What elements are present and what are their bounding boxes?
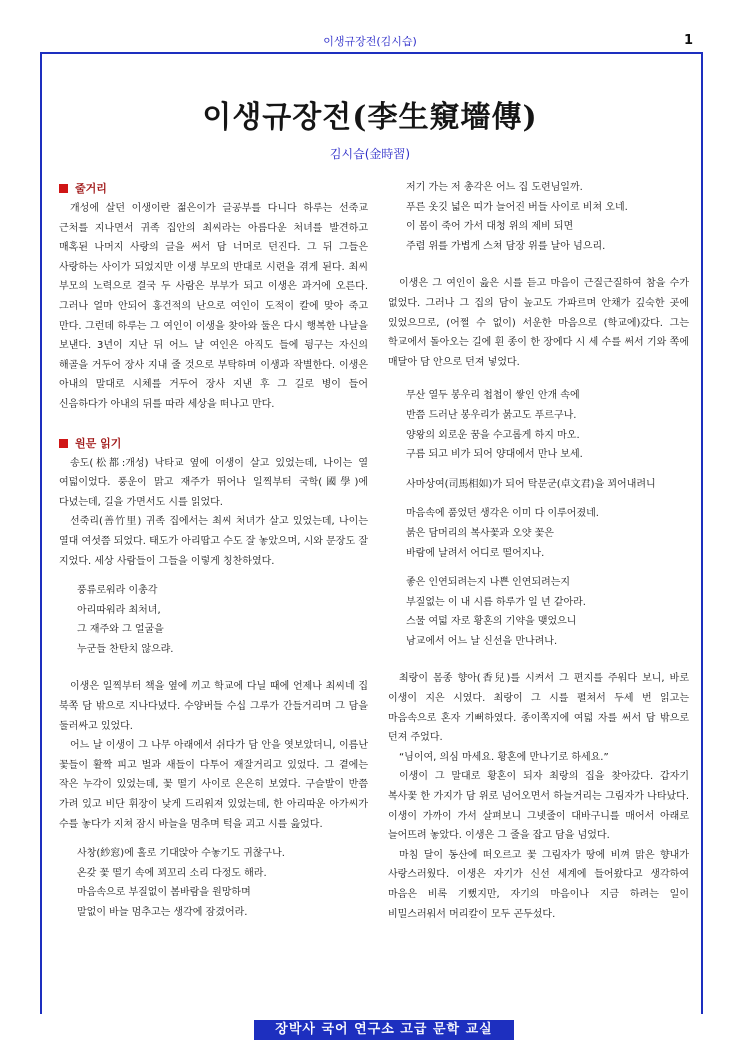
left-column	[59, 178, 368, 933]
poem-line: 사창(紗窓)에 홀로 기대앉아 수놓기도 귀찮구나.	[77, 848, 285, 860]
paragraph: 이생이 그 말대로 황혼이 되자 최랑의 집을 찾아갔다. 갑자기 복사꽃 한 가지가 담 위로 넘어오면서 하늘거리는 그림자가 나타났다. 이생이 가까이 가서 살펴보니 그넷줄이 대바구니를 매어서 아래로 늘어뜨려 놓았다. 이생은 그 줄을 잡고 담을 넘었다.	[388, 771, 689, 842]
poem-block	[388, 386, 689, 464]
paragraph: 마침 달이 동산에 떠오르고 꽃 그림자가 땅에 비껴 맑은 향내가 사랑스러웠다. 이생은 자기가 신선 세계에 들어왔다고 생각하여 마음은 비록 기뻤지만, 자기의 마음이나 지금 하려는 일이 비밀스러워서 머리칼이 모두 곤두섰다.	[388, 849, 689, 920]
poem-block	[59, 581, 368, 659]
poem-line: 양왕의 외로운 꿈을 수고롭게 하지 마오.	[406, 429, 580, 441]
summary-heading	[59, 178, 368, 199]
paragraph: 최랑이 몸종 향아(香兒)를 시켜서 그 편지를 주워다 보니, 바로 이생이 지은 시였다. 최랑이 그 시를 펼쳐서 두세 번 읽고는 마음속으로 혼자 기뻐하였다. 종이쪽지에 여덟 자를 써서 담 밖으로 던져 주었다.	[388, 673, 689, 744]
paragraph: 어느 날 이생이 그 나무 아래에서 쉬다가 담 안을 엿보았더니, 이름난 꽃들이 활짝 피고 벌과 새들이 다투어 재잘거리고 있었다. 그 곁에는 작은 누각이 있었는데, 꽃 떨기 사이로 은은히 보였다. 구슬발이 반쯤 가려 있고 비단 휘장이 낮게 드리워져 있었는데, 한 아리따운 아가씨가 수를 놓다가 지쳐 잠시 바늘을 멈추며 턱을 괴고 시를 읊었다.	[59, 740, 368, 830]
poem-line: 온갖 꽃 떨기 속에 꾀꼬리 소리 다정도 해라.	[77, 867, 267, 879]
poem-line: 스물 여덟 자로 황혼의 기약을 맺었으니	[406, 616, 577, 628]
red-square-bullet-icon	[59, 184, 68, 193]
poem-block	[388, 475, 689, 495]
poem-line: 바람에 날려서 어디로 떨어지나.	[406, 547, 545, 559]
poem-line: 이 몸이 죽어 가서 대청 위의 제비 되면	[406, 221, 574, 233]
poem-line: 반쯤 드러난 봉우리가 붉고도 푸르구나.	[406, 409, 577, 421]
paragraph: 이생은 일찍부터 책을 옆에 끼고 학교에 다닐 때에 언제나 최씨네 집 북쪽 담 밖으로 지나다녔다. 수양버들 수십 그루가 간들거리며 그 담을 둘러싸고 있었다.	[59, 681, 368, 732]
summary-text: 개성에 살던 이생이란 젊은이가 글공부를 다니다 하루는 선죽교 근처를 지나면서 귀족 집안의 최씨라는 아름다운 처녀를 발견하고 매혹된 나머지 사랑의 글을 써서 담 너머로 던진다. 그 뒤 그들은 사랑하는 사이가 되었지만 이생 부모의 반대로 시련을 겪게 된다. 최씨 부모의 노력으로 결국 두 사람은 부부가 되고 이생은 과거에 오른다. 그러나 얼마 안되어 홍건적의 난으로 여인이 도적이 칼에 맞아 죽고 만다. 그런데 하루는 그 여인이 이생을 찾아와 둘은 다시 행복한 나날을 보낸다. 3년이 지난 뒤 어느 날 여인은 아직도 들에 뒹구는 자신의 해골을 거두어 장사 지내 줄 것으로 부탁하며 이생과 작별한다. 이생은 아내의 말대로 시체를 거두어 장사 지낸 후 그 길로 병이 들어 신음하다가 아내의 뒤를 따라 세상을 떠나고 만다.	[59, 203, 368, 410]
running-title: 이생규장전(김시습)	[323, 35, 417, 48]
poem-line: 마음속으로 부질없이 봄바람을 원망하며	[77, 887, 251, 899]
poem-block	[388, 178, 689, 256]
poem-line: 말없이 바늘 멈추고는 생각에 잠겼어라.	[77, 907, 248, 918]
poem-block	[388, 504, 689, 563]
footer-banner: 장박사 국어 연구소 고급 문학 교실	[254, 1020, 514, 1040]
summary-heading-label: 줄거리	[75, 182, 107, 195]
original-heading-label: 원문 읽기	[75, 436, 122, 450]
paragraph: 선죽리(善竹里) 귀족 집에서는 최씨 처녀가 살고 있었는데, 나이는 열대 여섯쯤 되었다. 태도가 아리땁고 수도 잘 놓았으며, 시와 문장도 잘 지었다. 세상 사람들이 그들을 이렇게 칭찬하였다.	[59, 516, 368, 567]
poem-line: 구름 되고 비가 되어 양대에서 만나 보세.	[406, 449, 583, 461]
red-square-bullet-icon	[59, 439, 68, 448]
poem-line: 마음속에 품었던 생각은 이미 다 이루어졌네.	[406, 508, 599, 520]
poem-line: 푸른 옷깃 넓은 띠가 늘어진 버들 사이로 비쳐 오네.	[406, 201, 628, 213]
page-number: 1	[684, 33, 694, 48]
original-heading	[59, 433, 368, 454]
poem-line: 풍류로워라 이총각	[77, 585, 158, 597]
poem-line: 그 재주와 그 얼굴을	[77, 624, 164, 636]
poem-block	[388, 573, 689, 651]
poem-line: 좋은 인연되려는지 나쁜 인연되려는지	[406, 577, 571, 589]
poem-line: 아리따워라 최처녀,	[77, 604, 161, 616]
paragraph: 이생은 그 여인이 읊은 시를 듣고 마음이 근질근질하여 참을 수가 없었다. 그러나 그 집의 담이 높고도 가파르며 안채가 깊숙한 곳에 있었으므로, (어쩔 수 없이) 서운한 마음으로 (학교에)갔다. 그는 학교에서 돌아오는 길에 흰 종이 한 장에다 시 세 수를 써서 기와 쪽에 매달아 담 안으로 던져 넣었다.	[388, 278, 689, 368]
poem-line: 무산 열두 봉우리 첩첩이 쌓인 안개 속에	[406, 390, 580, 402]
paragraph: 송도(松都:개성) 낙타교 옆에 이생이 살고 있었는데, 나이는 열 여덟이었다. 풍운이 맑고 재주가 뛰어나 일찍부터 국학(國學)에 다녔는데, 길을 가면서도 시를 읽었다.	[59, 457, 368, 508]
poem-line: 누군들 찬탄치 않으랴.	[77, 643, 174, 655]
author-name: 김시습(金時習)	[329, 147, 411, 161]
page-title: 이생규장전(李生窺墻傳)	[202, 100, 538, 135]
poem-line: 저기 가는 저 총각은 어느 집 도련님일까.	[406, 182, 583, 193]
poem-line: 부질없는 이 내 시름 하루가 일 년 같아라.	[406, 596, 586, 608]
poem-line: 사마상여(司馬相如)가 되어 탁문군(卓文君)을 꾀어내려니	[406, 478, 656, 490]
poem-line: 주렴 위를 가볍게 스쳐 담장 위를 날아 넘으리.	[406, 240, 606, 252]
poem-block	[59, 844, 368, 922]
poem-line: 붉은 담머리의 복사꽃과 오얏 꽃은	[406, 527, 554, 539]
paragraph: “님이여, 의심 마세요. 황혼에 만나기로 하세요.”	[399, 751, 609, 763]
right-column	[388, 178, 689, 924]
poem-line: 남교에서 어느 날 신선을 만나려나.	[406, 635, 558, 647]
